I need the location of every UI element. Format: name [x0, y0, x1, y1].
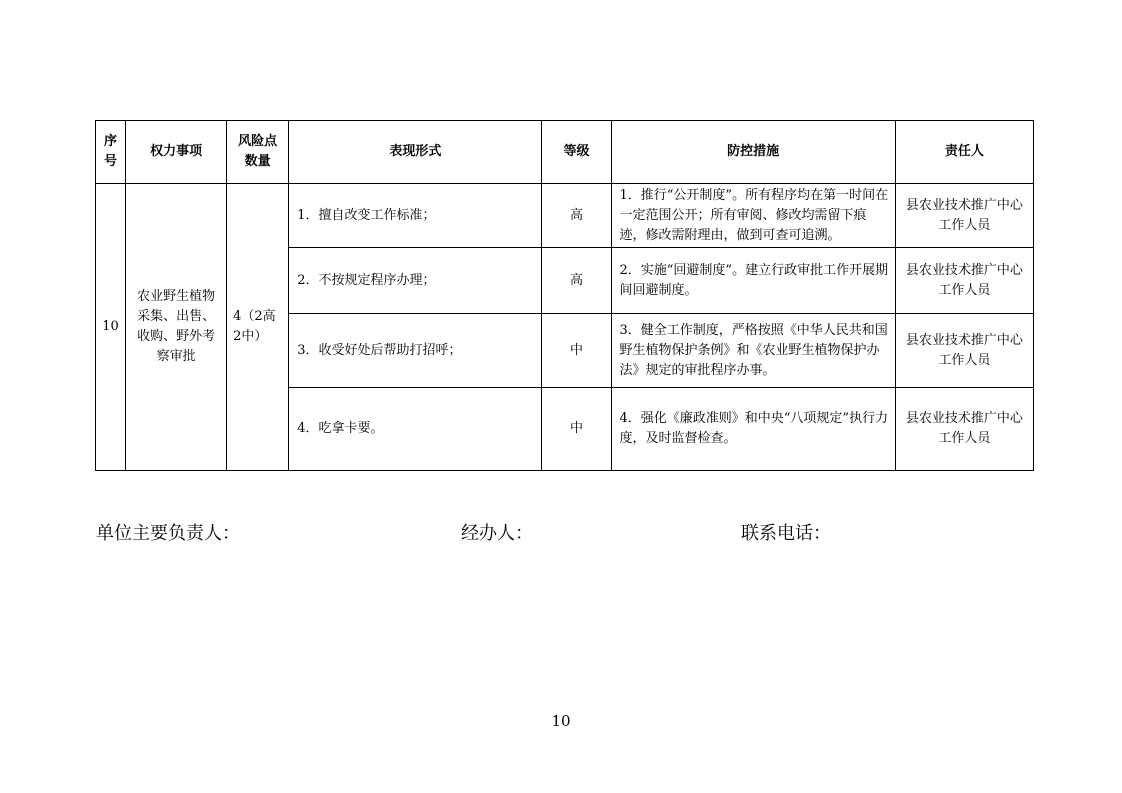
header-count: 风险点数量	[227, 121, 289, 184]
cell-person: 县农业技术推广中心工作人员	[895, 314, 1033, 388]
header-form: 表现形式	[289, 121, 542, 184]
cell-level: 高	[542, 248, 611, 314]
header-power: 权力事项	[126, 121, 227, 184]
cell-power	[126, 184, 227, 471]
cell-measure: 1．推行“公开制度”。所有程序均在第一时间在一定范围公开；所有审阅、修改均需留下痕迹，修改需附理由，做到可查可追溯。	[611, 184, 895, 248]
signature-phone-label: 联系电话：	[741, 523, 831, 544]
cell-form: 1．擅自改变工作标准；	[289, 184, 542, 248]
cell-measure: 2．实施“回避制度”。建立行政审批工作开展期间回避制度。	[611, 248, 895, 314]
risk-control-table	[95, 120, 1034, 471]
signature-handler-label: 经办人：	[461, 523, 533, 544]
cell-level: 高	[542, 184, 611, 248]
cell-form: 4．吃拿卡要。	[289, 388, 542, 471]
cell-form: 2．不按规定程序办理；	[289, 248, 542, 314]
cell-person: 县农业技术推广中心工作人员	[895, 248, 1033, 314]
header-person: 责任人	[895, 121, 1033, 184]
cell-no: 10	[96, 184, 126, 471]
table-header-row	[96, 121, 1034, 184]
cell-measure: 3．健全工作制度，严格按照《中华人民共和国野生植物保护条例》和《农业野生植物保护办法》规定的审批程序办事。	[611, 314, 895, 388]
cell-level: 中	[542, 314, 611, 388]
cell-form: 3．收受好处后帮助打招呼；	[289, 314, 542, 388]
header-measure: 防控措施	[611, 121, 895, 184]
cell-person: 县农业技术推广中心工作人员	[895, 388, 1033, 471]
header-no: 序号	[96, 121, 126, 184]
signature-leader-label: 单位主要负责人：	[96, 523, 240, 544]
page-number: 10	[551, 712, 571, 730]
cell-level: 中	[542, 388, 611, 471]
cell-risk-count: 4（2高 2中）	[227, 184, 289, 471]
cell-measure: 4．强化《廉政准则》和中央“八项规定”执行力度，及时监督检查。	[611, 388, 895, 471]
header-level: 等级	[542, 121, 611, 184]
cell-person: 县农业技术推广中心工作人员	[895, 184, 1033, 248]
power-item-text: 农业野生植物采集、出售、收购、野外考察审批	[137, 289, 216, 364]
table-row	[96, 184, 1034, 248]
